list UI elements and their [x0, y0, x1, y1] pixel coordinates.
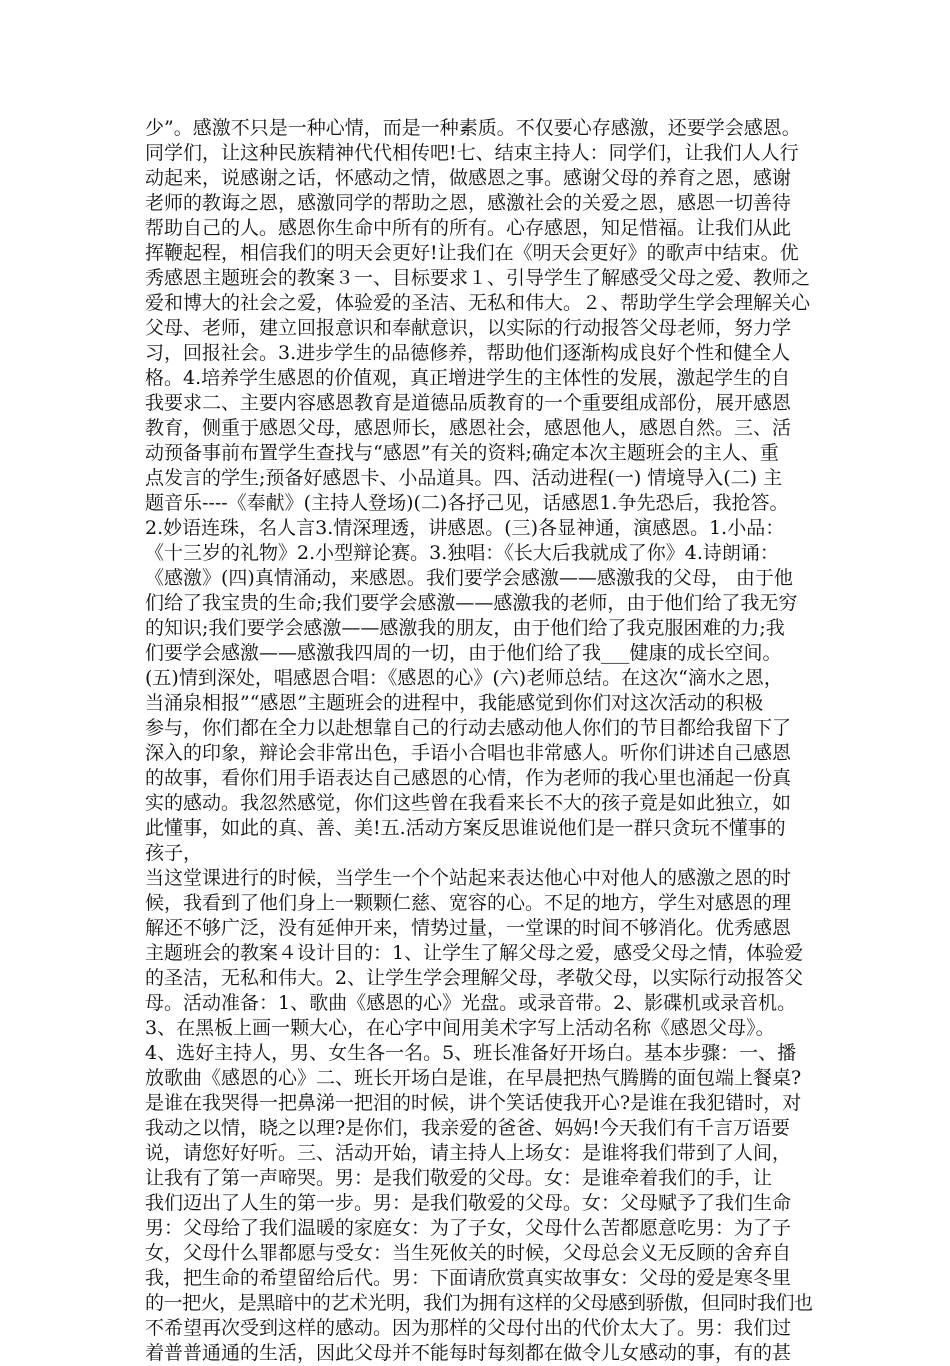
text-line: 习，回报社会。3.进步学生的品德修养，帮助他们逐渐构成良好个性和健全人 [145, 342, 791, 364]
text-line: 着普普通通的生活，因此父母并不能每时每刻都在做令儿女感动的事，有的甚 [145, 1342, 792, 1364]
text-line: 我，把生命的希望留给后代。男：下面请欣赏真实故事女：父母的爱是寒冬里 [145, 1267, 792, 1289]
text-line: 点发言的学生;预备好感恩卡、小品道具。四、活动进程(一) 情境导入(二) 主 [145, 467, 783, 489]
text-line: 当这堂课进行的时候，当学生一个个站起来表达他心中对他人的感激之恩的时 [145, 867, 792, 889]
text-line: 实的感动。我忽然感觉，你们这些曾在我看来长不大的孩子竟是如此独立，如 [145, 792, 792, 814]
text-line: 我动之以情，晓之以理?是你们，我亲爱的爸爸、妈妈!今天我们有千言万语要 [145, 1117, 790, 1139]
text-line: 父母、老师，建立回报意识和奉献意识，以实际的行动报答父母老师，努力学 [145, 317, 792, 339]
text-line: 我要求二、主要内容感恩教育是道德品质教育的一个重要组成部份，展开感恩 [145, 392, 792, 414]
text-line: 让我有了第一声啼哭。男：是我们敬爱的父母。女：是谁牵着我们的手，让 [145, 1167, 773, 1189]
text-line: 的故事，看你们用手语表达自己感恩的心情，作为老师的我心里也涌起一份真 [145, 767, 792, 789]
text-line: 参与，你们都在全力以赴想靠自己的行动去感动他人你们的节目都给我留下了 [145, 717, 792, 739]
text-line: 当涌泉相报”“感恩”主题班会的进程中，我能感觉到你们对这次活动的积极 [145, 692, 764, 714]
text-line: 此懂事，如此的真、善、美!五.活动方案反思谁说他们是一群只贪玩不懂事的 [145, 817, 786, 839]
text-line: 挥鞭起程，相信我们的明天会更好!让我们在《明天会更好》的歌声中结束。优 [145, 242, 799, 264]
text-line: 格。4.培养学生感恩的价值观，真正增进学生的主体性的发展，激起学生的自 [145, 367, 791, 389]
text-line: 深入的印象，辩论会非常出色，手语小合唱也非常感人。听你们讲述自己感恩 [145, 742, 792, 764]
text-line: 说，请您好好听。三、活动开始，请主持人上场女：是谁将我们带到了人间， [145, 1142, 792, 1164]
text-line: 教育，侧重于感恩父母，感恩师长，感恩社会，感恩他人，感恩自然。三、活 [145, 417, 792, 439]
text-line: 动预备事前布置学生查找与“感恩”有关的资料;确定本次主题班会的主人、重 [145, 442, 779, 464]
text-line: 的一把火，是黑暗中的艺术光明，我们为拥有这样的父母感到骄傲，但同时我们也 [145, 1292, 813, 1314]
text-line: 的圣洁，无私和伟大。2、让学生学会理解父母，孝敬父母，以实际行动报答父 [145, 967, 804, 989]
text-line: 4、选好主持人，男、女生各一名。5、班长准备好开场白。基本步骤：一、播 [145, 1042, 797, 1064]
text-line: 动起来，说感谢之话，怀感动之情，做感恩之事。感谢父母的养育之恩，感谢 [145, 167, 792, 189]
text-line: 题音乐----《奉献》(主持人登场)(二)各抒己见，话感恩1.争先恐后，我抢答。 [145, 492, 789, 514]
text-line: 解还不够广泛，没有延伸开来，情势过量，一堂课的时间不够消化。优秀感恩 [145, 917, 792, 939]
text-line: 主题班会的教案４设计目的：1、让学生了解父母之爱，感受父母之情，体验爱 [145, 942, 804, 964]
text-line: 《十三岁的礼物》2.小型辩论赛。3.独唱：《长大后我就成了你》4.诗朗诵： [145, 542, 779, 564]
text-line: 不希望再次受到这样的感动。因为那样的父母付出的代价太大了。男：我们过 [145, 1317, 792, 1339]
document-body [145, 116, 813, 1366]
text-line: 女，父母什么罪都愿与受女：当生死攸关的时候，父母总会义无反顾的舍弃自 [145, 1242, 792, 1264]
text-line: 男：父母给了我们温暖的家庭女：为了子女，父母什么苦都愿意吃男：为了子 [145, 1217, 792, 1239]
text-line: 候，我看到了他们身上一颗颗仁慈、宽容的心。不足的地方，学生对感恩的理 [145, 892, 792, 914]
text-line: (五)情到深处，唱感恩合唱：《感恩的心》(六)老师总结。在这次“滴水之恩， [145, 667, 783, 689]
text-line: 帮助自己的人。感恩你生命中所有的所有。心存感恩，知足惜福。让我们从此 [145, 217, 792, 239]
text-line: 3、在黑板上画一颗大心，在心字中间用美术字写上活动名称《感恩父母》。 [145, 1017, 775, 1039]
text-line: 老师的教诲之恩，感激同学的帮助之恩，感激社会的关爱之恩，感恩一切善待 [145, 192, 792, 214]
text-line: 2.妙语连珠，名人言3.情深理透，讲感恩。(三)各显神通，演感恩。1.小品： [145, 517, 785, 539]
text-line: 我们迈出了人生的第一步。男：是我们敬爱的父母。女：父母赋予了我们生命 [145, 1192, 792, 1214]
text-line: 同学们，让这种民族精神代代相传吧!七、结束主持人：同学们，让我们人人行 [145, 142, 799, 164]
text-line: 秀感恩主题班会的教案３一、目标要求１、引导学生了解感受父母之爱、教师之 [145, 267, 811, 289]
text-line: 爱和博大的社会之爱，体验爱的圣洁、无私和伟大。２、帮助学生学会理解关心 [145, 292, 811, 314]
text-line: 少”。感激不只是一种心情，而是一种素质。不仅要心存感激，还要学会感恩。 [145, 117, 801, 139]
text-line: 们给了我宝贵的生命;我们要学会感激——感激我的老师，由于他们给了我无穷 [145, 592, 798, 614]
text-line: 是谁在我哭得一把鼻涕一把泪的时候，讲个笑话使我开心?是谁在我犯错时，对 [145, 1092, 802, 1114]
text-line: 放歌曲《感恩的心》二、班长开场白是谁，在早晨把热气腾腾的面包端上餐桌? [145, 1067, 802, 1089]
text-line: 们要学会感激——感激我四周的一切，由于他们给了我___健康的成长空间。 [145, 642, 782, 664]
text-line: 《感激》(四)真情涌动，来感恩。我们要学会感激——感激我的父母， 由于他 [145, 567, 793, 589]
text-line: 孩子， [145, 842, 203, 864]
text-line: 的知识;我们要学会感激——感激我的朋友，由于他们给了我克服困难的力;我 [145, 617, 785, 639]
text-line: 母。活动准备：1、歌曲《感恩的心》光盘。或录音带。2、影碟机或录音机。 [145, 992, 797, 1014]
